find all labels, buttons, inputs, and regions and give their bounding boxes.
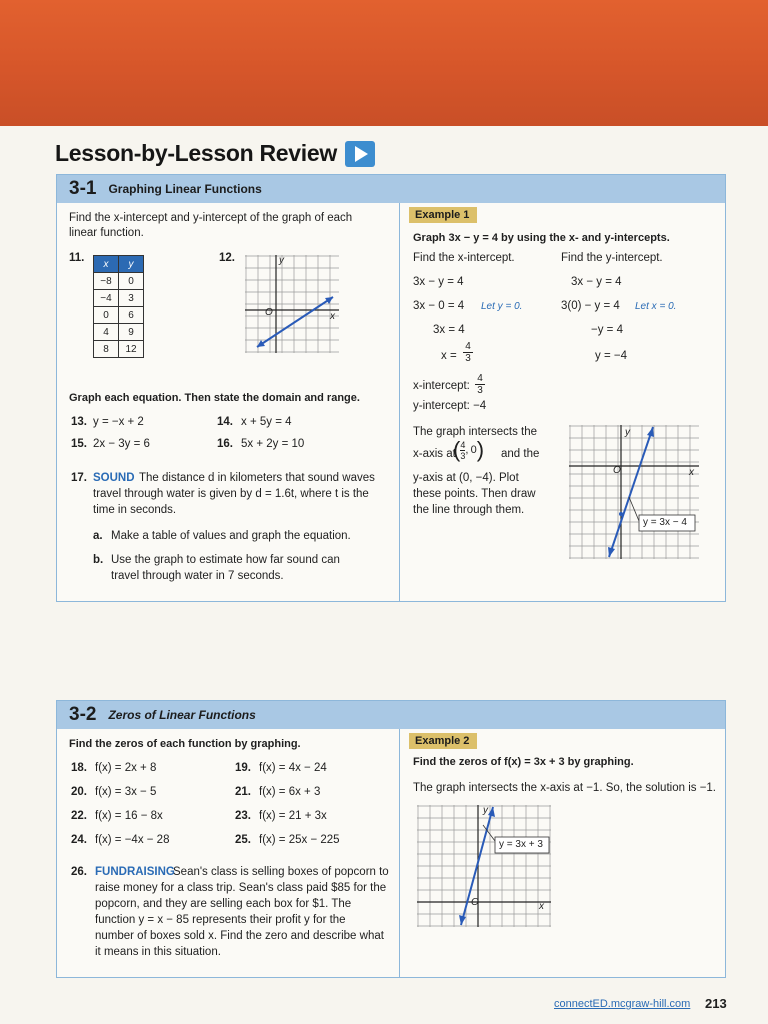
problem-13-number: 13. [71,416,87,428]
y-intercept-result: y-intercept: −4 [413,400,487,412]
problem-17a-text: Make a table of values and graph the equation. [111,530,351,542]
problem-17a-label: a. [93,530,103,542]
problem-20-number: 20. [71,786,87,798]
x-step-2: 3x − 0 = 4 [413,300,465,312]
x-step-2-note: Let y = 0. [481,301,523,312]
lesson-3-1-header [57,175,725,203]
problem-17-text: travel through water is given by d = 1.6t, where t is the [93,488,369,500]
instruction-intercepts: Find the x-intercept and y-intercept of the graph of each linear function. [69,212,353,239]
problem-17-text: time in seconds. [93,504,177,516]
x-step-1: 3x − y = 4 [413,276,464,288]
graph-x-label: x [330,311,335,322]
example-1-graph-label: y = 3x − 4 [643,517,687,528]
x-step-4-fraction: 4 3 [463,341,473,364]
lesson-number: 3-2 [69,704,97,725]
problem-16-number: 16. [217,438,233,450]
y-step-4: y = −4 [595,350,627,362]
problem-15-equation: 2x − 3y = 6 [93,438,150,450]
problem-17-text: The distance d in kilometers that sound waves [139,472,375,484]
problem-12-graph [245,255,339,353]
problem-26-label: FUNDRAISING [95,866,175,878]
x-intercept-result: x-intercept: [413,380,470,392]
problem-23-equation: f(x) = 21 + 3x [259,810,327,822]
problem-26-text: popcorn, and they are selling each box for $1. The [95,898,352,910]
y-step-3: −y = 4 [591,324,623,336]
page-number: 213 [705,996,727,1011]
problem-25-equation: f(x) = 25x − 225 [259,834,340,846]
y-step-1: 3x − y = 4 [571,276,622,288]
example-1-graph [569,425,699,559]
lesson-3-2-section [56,700,726,978]
y-step-2: 3(0) − y = 4 [561,300,620,312]
x-intercept-point: ( 4 3 , 0 ) [453,437,485,462]
problem-26-number: 26. [71,866,87,878]
example-2-graph [417,805,551,927]
problem-12-number: 12. [219,252,235,264]
lesson-title: Graphing Linear Functions [108,182,262,196]
graph-origin-label: O [613,465,621,476]
example-1-heading: Graph 3x − y = 4 by using the x- and y-intercepts. [413,232,670,244]
problem-25-number: 25. [235,834,251,846]
problem-16-equation: 5x + 2y = 10 [241,438,305,450]
example-1-description: x-axis at [413,448,456,460]
page-title: Lesson-by-Lesson Review [55,140,375,167]
header-banner [0,0,768,126]
problem-22-number: 22. [71,810,87,822]
x-step-4: x = [441,350,457,362]
problem-26-text: number of boxes sold x. Find the zero and describe what [95,930,384,942]
problem-24-number: 24. [71,834,87,846]
problem-26-text: raise money for a class trip. Sean's class paid $85 for the [95,882,387,894]
problem-23-number: 23. [235,810,251,822]
problem-19-equation: f(x) = 4x − 24 [259,762,327,774]
table-row: 0 6 [94,307,144,324]
problem-18-number: 18. [71,762,87,774]
problem-24-equation: f(x) = −4x − 28 [95,834,170,846]
x-intercept-fraction: 4 3 [475,373,485,396]
graph-x-label: x [689,467,694,478]
table-row: −4 3 [94,290,144,307]
lesson-3-2-header [57,701,725,729]
example-1-description: and the [501,448,540,460]
play-icon[interactable] [345,141,375,167]
instruction-zeros: Find the zeros of each function by graphing. [69,738,301,750]
table-row: 8 12 [94,341,144,358]
example-1-description: The graph intersects the [413,426,538,438]
graph-y-label: y [625,427,630,438]
example-2-tag: Example 2 [409,733,477,749]
problem-17b-label: b. [93,554,104,566]
example-1-description: these points. Then draw [413,488,536,500]
problem-21-number: 21. [235,786,251,798]
lesson-number: 3-1 [69,178,97,199]
find-y-intercept: Find the y-intercept. [561,252,663,264]
problem-19-number: 19. [235,762,251,774]
graph-origin-label: O [471,897,479,908]
problem-26-text: it means in this situation. [95,946,221,958]
problem-18-equation: f(x) = 2x + 8 [95,762,157,774]
problem-14-number: 14. [217,416,233,428]
problem-26-text: Sean's class is selling boxes of popcorn to [173,866,389,878]
graph-x-label: x [539,901,544,912]
example-2-description: The graph intersects the x-axis at −1. So, the solution is −1. [413,782,716,794]
example-2-heading: Find the zeros of f(x) = 3x + 3 by graphing. [413,756,634,768]
example-1-description: the line through them. [413,504,525,516]
problem-20-equation: f(x) = 3x − 5 [95,786,157,798]
example-1-tag: Example 1 [409,207,477,223]
problem-11-table [93,255,144,358]
table-header-y: y [119,256,144,273]
problem-13-equation: y = −x + 2 [93,416,144,428]
problem-17b-text: Use the graph to estimate how far sound can [111,554,340,566]
problem-22-equation: f(x) = 16 − 8x [95,810,163,822]
find-x-intercept: Find the x-intercept. [413,252,515,264]
problem-17-number: 17. [71,472,87,484]
lesson-title: Zeros of Linear Functions [108,708,256,722]
problem-15-number: 15. [71,438,87,450]
column-divider [399,729,400,977]
problem-11-number: 11. [69,252,85,264]
instruction-graph: Graph each equation. Then state the domain and range. [69,392,360,404]
table-row: 4 9 [94,324,144,341]
example-2-graph-label: y = 3x + 3 [499,839,543,850]
table-row: −8 0 [94,273,144,290]
problem-14-equation: x + 5y = 4 [241,416,292,428]
graph-origin-label: O [265,307,273,318]
problem-17b-text: travel through water in 7 seconds. [111,570,284,582]
problem-17-label: SOUND [93,472,135,484]
problem-21-equation: f(x) = 6x + 3 [259,786,321,798]
graph-y-label: y [483,805,488,816]
graph-y-label: y [279,255,284,266]
problem-26-text: function y = x − 85 represents their profit y for the [95,914,346,926]
lesson-3-1-section [56,174,726,602]
x-step-3: 3x = 4 [433,324,465,336]
column-divider [399,203,400,601]
website-link[interactable]: connectED.mcgraw-hill.com [554,998,691,1010]
example-1-description: y-axis at (0, −4). Plot [413,472,519,484]
table-header-x: x [94,256,119,273]
y-step-2-note: Let x = 0. [635,301,677,312]
